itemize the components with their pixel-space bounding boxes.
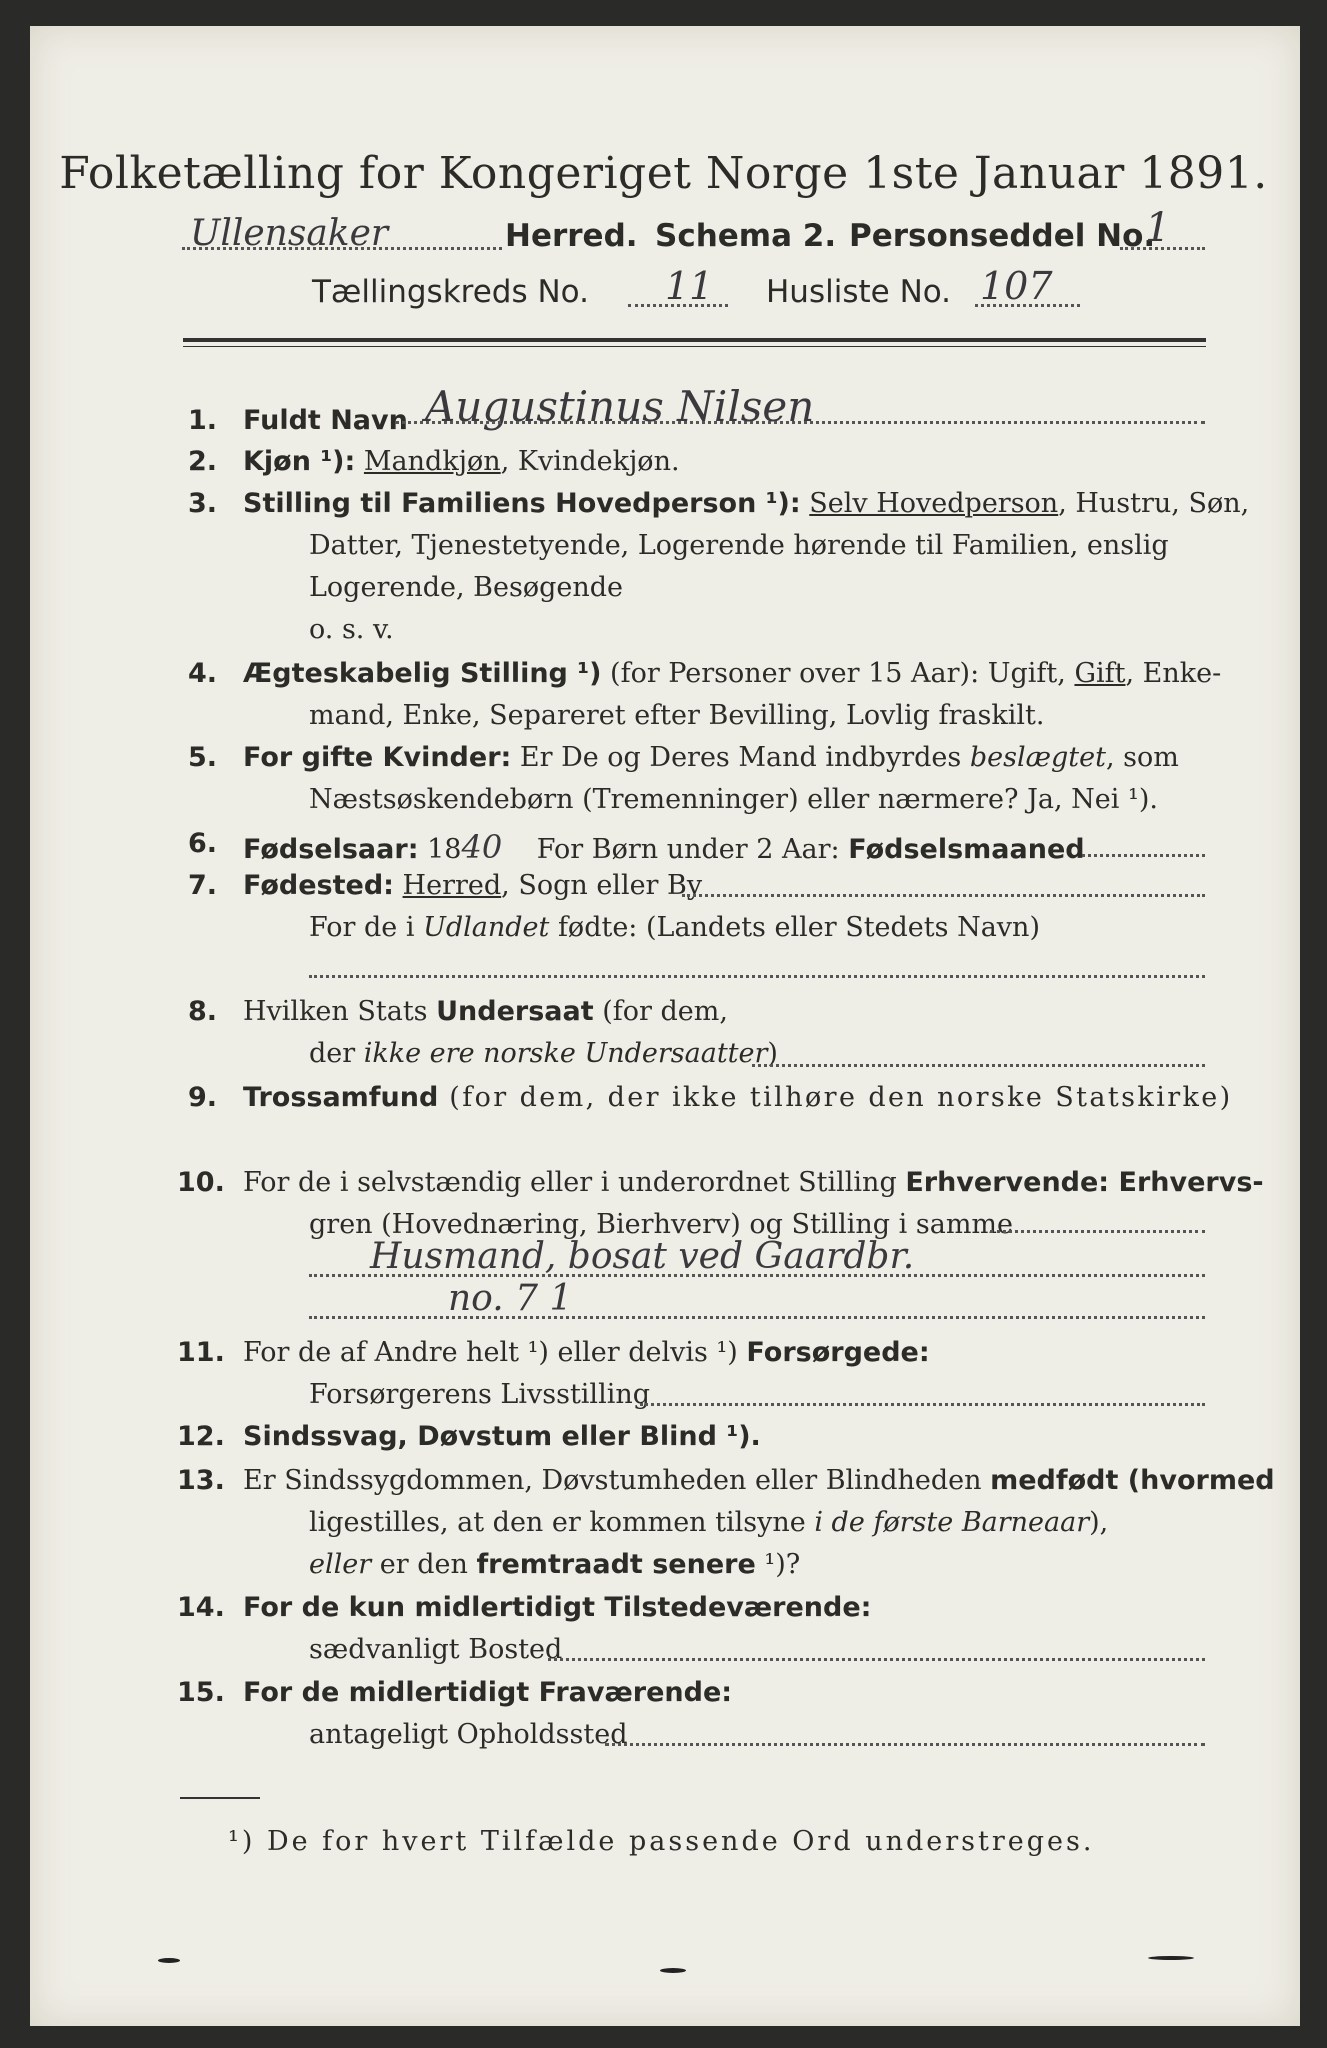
item-1-label: Fuldt Navn [243,405,408,436]
item-8-line2-emphasis: ikke ere norske Undersaatter [363,1038,768,1069]
item-3-label: Stilling til Familiens Hovedperson ¹): [243,488,801,519]
item-15-label: For de midlertidigt Fraværende: [243,1677,733,1708]
item-10-text [243,1167,1264,1198]
item-7-label: Fødested: [243,870,394,901]
item-1-number: 1. [187,405,217,436]
herred-label: Herred. [505,218,638,254]
item-10-dots-3 [309,1316,1205,1319]
header-rule-thin [183,346,1206,347]
item-7-blank-line [309,975,1205,978]
husliste-dots [975,304,1080,307]
herred-dots [182,247,502,250]
item-2-number: 2. [187,446,217,477]
footnote: ¹) De for hvert Tilfælde passende Ord understreges. [228,1826,1095,1857]
item-5-rest: , som [1105,742,1179,773]
item-1-dots [395,421,1205,424]
ink-blot [660,1968,686,1973]
item-8-number: 8. [187,996,217,1027]
item-7-dots [682,894,1205,897]
husliste-label: Husliste No. [766,274,952,310]
item-13-line2b: ), [1089,1507,1109,1538]
item-6-label: Fødselsaar: [243,834,419,865]
ink-blot [158,1958,180,1963]
item-10-label: Erhvervende: Erhvervs- [905,1167,1264,1198]
taellingskreds-dots [628,304,728,307]
item-10-line2: gren (Hovednæring, Bierhverv) og Stilling i samme [309,1209,1014,1240]
item-5-pre: Er De og Deres Mand indbyrdes [511,742,970,773]
item-12-number: 12. [177,1421,225,1452]
item-7-rest: , Sogn eller By [501,870,703,901]
item-5-text [243,742,1179,773]
item-6-label2: Fødselsmaaned [848,834,1085,865]
item-13-text [243,1465,1275,1496]
item-10-value: Husmand, bosat ved Gaardbr. [370,1236,915,1277]
ink-blot [1148,1956,1194,1960]
item-9-rest: (for dem, der ikke tilhøre den norske Statskirke) [438,1082,1233,1113]
item-8-text [243,996,728,1027]
item-13-number: 13. [177,1465,225,1496]
personseddel-label: Personseddel No. [849,218,1156,254]
item-14-label: For de kun midlertidigt Tilstedeværende: [243,1592,872,1623]
item-13-pre: Er Sindssygdommen, Døvstumheden eller Blindheden [243,1465,991,1496]
item-14-line2: sædvanligt Bosted [309,1634,563,1665]
item-7-line2-emphasis: Udlandet [423,912,550,943]
item-4-pre: (for Personer over 15 Aar): Ugift, [601,658,1075,689]
item-11-dots [640,1403,1205,1406]
item-11-number: 11. [177,1337,225,1368]
item-11-label: Forsørgede: [746,1337,930,1368]
item-4-rest: , Enke- [1125,658,1222,689]
item-3-selected: Selv Hovedperson [809,488,1059,519]
item-13-line3-bold: fremtraadt senere [476,1549,756,1580]
item-3-number: 3. [187,488,217,519]
item-2-rest: , Kvindekjøn. [500,446,680,477]
item-6-rest: For Børn under 2 Aar: [528,834,849,865]
item-8-line2b: ) [767,1038,778,1069]
item-7-line2b: fødte: (Landets eller Stedets Navn) [549,912,1040,943]
header-rule [183,338,1206,342]
item-4-label: Ægteskabelig Stilling ¹) [243,658,602,689]
item-3-line2: Datter, Tjenestetyende, Logerende hørende til Familien, enslig [309,530,1169,561]
personseddel-dots [1120,247,1205,250]
personseddel-value: 1 [1145,205,1171,251]
item-9-label: Trossamfund [243,1082,439,1113]
item-3-text [243,488,1249,519]
item-5-number: 5. [187,742,217,773]
item-14-dots [548,1658,1205,1661]
form-title: Folketælling for Kongeriget Norge 1ste Januar 1891. [59,148,1268,199]
item-14-number: 14. [177,1592,225,1623]
item-4-text [243,658,1221,689]
item-10-dots-2 [309,1274,1205,1277]
item-4-line2: mand, Enke, Separeret efter Bevilling, Lovlig fraskilt. [309,700,1045,731]
item-2-label: Kjøn ¹): [243,446,356,477]
item-3-line3: Logerende, Besøgende [309,572,623,603]
item-7-selected: Herred [402,870,502,901]
item-7-number: 7. [187,870,217,901]
item-8-line2 [309,1038,778,1069]
item-13-line2 [309,1507,1108,1538]
item-3-rest: , Hustru, Søn, [1058,488,1250,519]
item-7-line2a: For de i [309,912,424,943]
item-8-label: Undersaat [436,996,594,1027]
item-8-rest: (for dem, [593,996,728,1027]
item-13-line2-emphasis: i de første Barneaar [814,1507,1090,1538]
item-6-value: 40 [461,828,503,866]
item-5-line2: Næstsøskendebørn (Tremenninger) eller nærmere? Ja, Nei ¹). [309,784,1158,815]
item-8-line2a: der [309,1038,364,1069]
item-11-text [243,1337,930,1368]
item-15-dots [605,1743,1205,1746]
item-10-number: 10. [177,1167,225,1198]
item-13-label: medfødt (hvormed [990,1465,1275,1496]
item-13-line3a: er den [371,1549,477,1580]
husliste-value: 107 [980,264,1053,308]
item-10-value2: no. 7 1 [448,1278,573,1319]
item-9-number: 9. [187,1082,217,1113]
item-7-line2 [309,912,1040,943]
item-8-dots [752,1064,1205,1067]
item-5-emphasis: beslægtet [969,742,1106,773]
item-13-line3b: ¹)? [755,1549,801,1580]
item-13-line3 [309,1549,800,1580]
item-15-number: 15. [177,1677,225,1708]
item-15-line2: antageligt Opholdssted [309,1719,628,1750]
item-8-pre: Hvilken Stats [243,996,437,1027]
item-12-label: Sindssvag, Døvstum eller Blind ¹). [243,1421,761,1452]
item-3-line4: o. s. v. [309,614,394,645]
item-10-pre: For de i selvstændig eller i underordnet Stilling [243,1167,906,1198]
item-1-value: Augustinus Nilsen [425,382,815,431]
item-6-number: 6. [187,828,217,859]
item-11-line2: Forsørgerens Livsstilling [309,1379,651,1410]
item-7-text [243,870,702,901]
schema-label: Schema 2. [655,218,837,254]
footnote-rule [180,1797,260,1799]
item-6-pre: 18 [418,834,462,865]
item-6-text [243,828,1085,866]
item-4-selected: Gift [1074,658,1126,689]
item-5-label: For gifte Kvinder: [243,742,512,773]
item-9-text [243,1082,1233,1113]
item-11-pre: For de af Andre helt ¹) eller delvis ¹) [243,1337,747,1368]
taellingskreds-label: Tællingskreds No. [312,274,589,310]
item-2-text [243,446,680,477]
item-13-line2a: ligestilles, at den er kommen tilsyne [309,1507,815,1538]
item-2-selected: Mandkjøn [363,446,501,477]
item-10-dots-1 [990,1230,1205,1233]
item-4-number: 4. [187,658,217,689]
taellingskreds-value: 11 [665,264,714,308]
item-6-dots [1082,854,1205,857]
herred-value: Ullensaker [190,213,389,254]
item-13-line3-emphasis: eller [309,1549,372,1580]
